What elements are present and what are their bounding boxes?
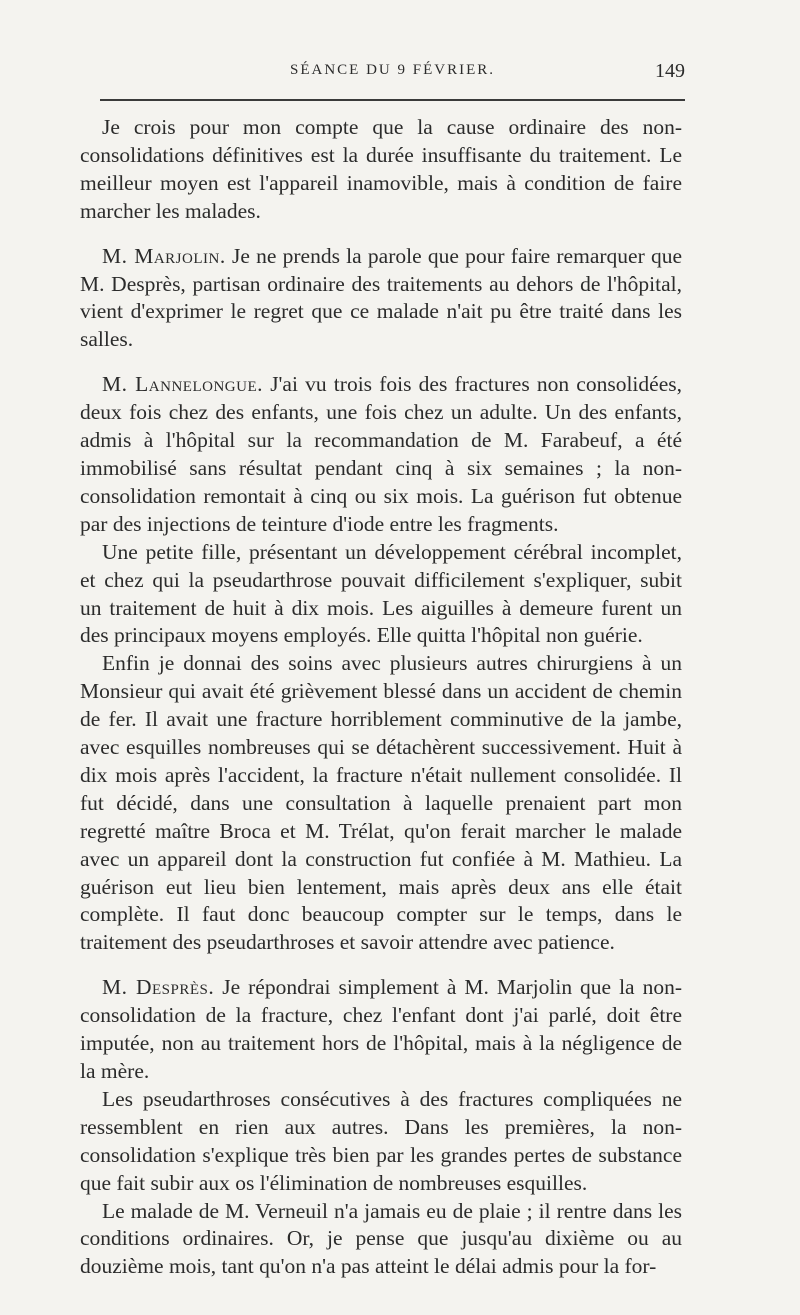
paragraph-text: Enfin je donnai des soins avec plusieurs autres chirurgiens à un Monsieur qui avait été grièvement blessé dans un accident de chemin de fer. Il avait une fracture horriblement comminutive de la jambe, avec esquilles nombreuses qui se détachèrent successivement. Huit à dix mois après l'accident, la fracture n'était nullement consolidée. Il fut décidé, dans une consultation à laquelle prenaient part mon regretté maître Broca et M. Trélat, qu'on ferait marcher le malade avec un appareil dont la construction fut confiée à M. Mathieu. La guérison eut lieu bien lentement, mais après deux ans elle était complète. Il faut donc beaucoup compter sur le temps, dans le traitement des pseudarthroses et savoir attendre avec patience. [80,651,682,955]
paragraph [80,114,682,226]
paragraph-text: Je crois pour mon compte que la cause ordinaire des non-consolidations définitives est la durée insuffisante du traitement. Le meilleur moyen est l'appareil inamovible, mais à condition de faire marcher les malades. [80,115,682,223]
speaker-name: M. Desprès. [102,975,215,1000]
header-rule [100,99,685,101]
speaker-name: M. Marjolin. [102,243,226,268]
page-number: 149 [655,60,685,82]
speaker-name: M. Lannelongue. [102,372,263,397]
document-body [80,114,682,1281]
paragraph-text: Je répondrai simplement à M. Marjolin que la non-consolidation de la fracture, chez l'enfant dont j'ai parlé, doit être imputée, non au traitement hors de l'hôpital, mais à la négligence de la mère. [80,975,682,1083]
paragraph [80,1198,682,1282]
paragraph-text: Les pseudarthroses consécutives à des fractures compliquées ne ressemblent en rien aux autres. Dans les premières, la non-consolidation s'explique très bien par les grandes pertes de substance que fait subir aux os l'élimination de nombreuses esquilles. [80,1086,682,1195]
paragraph [80,539,682,651]
paragraph-text: Une petite fille, présentant un développement cérébral incomplet, et chez qui la pseudarthrose pouvait difficilement s'expliquer, subit un traitement de huit à dix mois. Les aiguilles à demeure furent un des principaux moyens employés. Elle quitta l'hôpital non guérie. [80,539,682,648]
running-title: SÉANCE DU 9 FÉVRIER. [289,62,495,78]
paragraph [80,650,682,957]
paragraph-text: Le malade de M. Verneuil n'a jamais eu de plaie ; il rentre dans les conditions ordinaires. Or, je pense que jusqu'au dixième ou au douzième mois, tant qu'on n'a pas atteint le délai admis pour la for- [80,1198,682,1279]
paragraph [80,974,682,1086]
paragraph-text: Je ne prends la parole que pour faire remarquer que M. Desprès, partisan ordinaire des traitements au dehors de l'hôpital, vient d'exprimer le regret que ce malade n'ait pu être traité dans les salles. [80,243,682,352]
paragraph [80,371,682,538]
paragraph [80,1086,682,1198]
page-header [100,62,685,86]
paragraph-text: J'ai vu trois fois des fractures non consolidées, deux fois chez des enfants, une fois chez un adulte. Un des enfants, admis à l'hôpital sur la recommandation de M. Farabeuf, a été immobilisé sans résultat pendant cinq à six semaines ; la non-consolidation remontait à cinq ou six mois. La guérison fut obtenue par des injections de teinture d'iode entre les fragments. [80,372,682,536]
paragraph [80,243,682,355]
